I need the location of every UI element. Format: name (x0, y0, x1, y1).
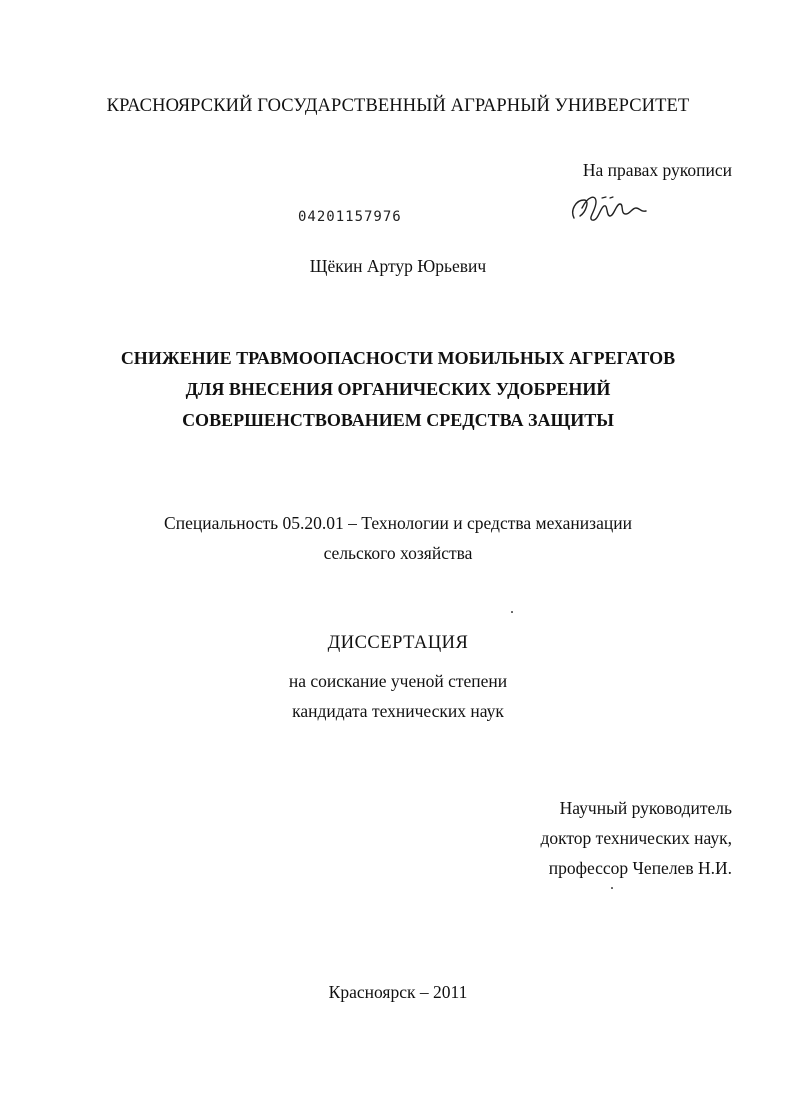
advisor-line: Научный руководитель (559, 798, 732, 818)
degree-line: на соискание ученой степени (288, 671, 508, 691)
title-line: СОВЕРШЕНСТВОВАНИЕМ СРЕДСТВА ЗАЩИТЫ (182, 410, 614, 430)
dissertation-title (0, 343, 796, 436)
dissertation-heading: ДИССЕРТАЦИЯ (327, 633, 469, 653)
document-code: 04201157976 (298, 209, 402, 225)
author-name: Щёкин Артур Юрьевич (309, 256, 487, 276)
advisor-line: доктор технических наук, (540, 828, 732, 848)
scan-speck (511, 611, 513, 613)
degree-info (0, 666, 796, 726)
title-line: СНИЖЕНИЕ ТРАВМООПАСНОСТИ МОБИЛЬНЫХ АГРЕГАТОВ (120, 348, 676, 368)
scientific-advisor (540, 793, 732, 883)
title-line: ДЛЯ ВНЕСЕНИЯ ОРГАНИЧЕСКИХ УДОБРЕНИЙ (185, 379, 611, 399)
university-name: КРАСНОЯРСКИЙ ГОСУДАРСТВЕННЫЙ АГРАРНЫЙ УНИВЕРСИТЕТ (106, 96, 690, 116)
degree-line: кандидата технических наук (292, 701, 504, 721)
specialty-line: сельского хозяйства (323, 543, 473, 563)
city-year: Красноярск – 2011 (328, 982, 468, 1002)
advisor-line: профессор Чепелев Н.И. (548, 858, 732, 878)
handwritten-signature (566, 190, 656, 226)
rights-note: На правах рукописи (582, 160, 732, 180)
specialty-line: Специальность 05.20.01 – Технологии и средства механизации (164, 513, 632, 533)
specialty (0, 508, 796, 568)
scan-speck (611, 887, 613, 889)
